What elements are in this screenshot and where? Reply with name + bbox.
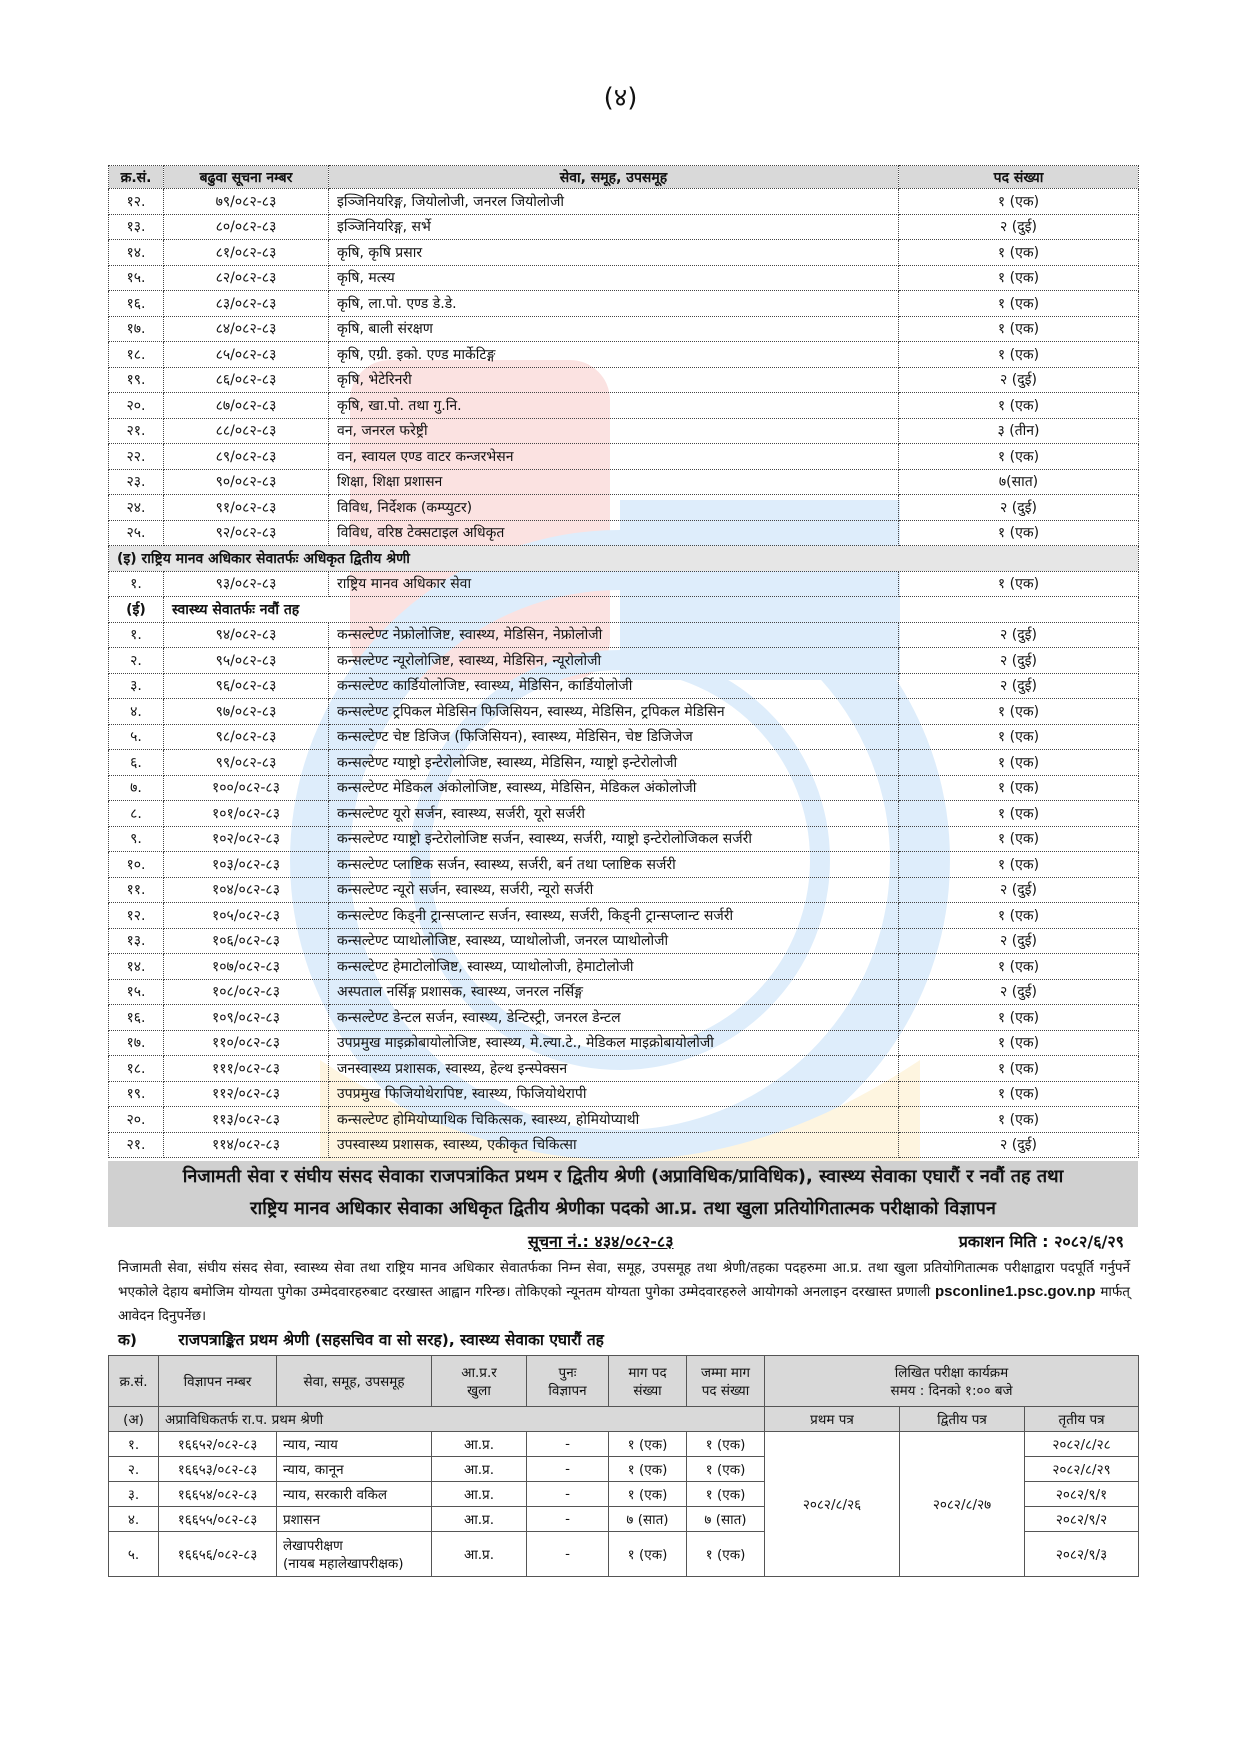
header-ap-open-2: खुला — [467, 1383, 491, 1399]
row-service: कन्सल्टेण्ट किड्नी ट्रान्सप्लान्ट सर्जन, स्वास्थ्य, सर्जरी, किड्नी ट्रान्सप्लान्ट सर्जरी — [329, 903, 899, 929]
row-adv-no: १६६५२/०८२-८३ — [159, 1432, 277, 1457]
row-service: कृषि, एग्री. इको. एण्ड मार्केटिङ्ग — [329, 342, 899, 368]
row-posts: २ (दुई) — [899, 673, 1139, 699]
row-notice-no: ९२/०८२-८३ — [164, 520, 329, 546]
row-posts: १ (एक) — [899, 954, 1139, 980]
row-sn: ११. — [109, 877, 164, 903]
row-notice-no: १०६/०८२-८३ — [164, 928, 329, 954]
table-row — [109, 877, 1139, 903]
table-row — [109, 265, 1139, 291]
exam-row — [109, 1432, 1139, 1457]
table-row — [109, 1030, 1139, 1056]
header-adv-no: विज्ञापन नम्बर — [159, 1356, 277, 1407]
header-service: सेवा, समूह, उपसमूह — [277, 1356, 432, 1407]
row-ap-open: आ.प्र. — [432, 1482, 527, 1507]
row-notice-no: ९६/०८२-८३ — [164, 673, 329, 699]
table-row — [109, 469, 1139, 495]
row-notice-no: ८०/०८२-८३ — [164, 214, 329, 240]
header-total — [687, 1356, 765, 1407]
row-demand: ७ (सात) — [609, 1507, 687, 1532]
row-sn: ४. — [109, 1507, 159, 1532]
section-ii-title: स्वास्थ्य सेवातर्फः नवौं तह — [164, 597, 1139, 623]
table-row — [109, 1005, 1139, 1031]
row-posts: ३ (तीन) — [899, 418, 1139, 444]
row-re-adv: - — [527, 1457, 609, 1482]
row-service-main: न्याय, कानून — [283, 1462, 344, 1478]
row-posts: २ (दुई) — [899, 622, 1139, 648]
row-notice-no: ९०/०८२-८३ — [164, 469, 329, 495]
row-sn: १६. — [109, 1005, 164, 1031]
exam-table-body — [109, 1407, 1139, 1577]
row-posts: २ (दुई) — [899, 979, 1139, 1005]
row-posts: १ (एक) — [899, 189, 1139, 215]
row-posts: १ (एक) — [899, 801, 1139, 827]
notice-paragraph — [118, 1256, 1130, 1328]
row-total: १ (एक) — [687, 1432, 765, 1457]
header-total-1: जम्मा माग — [700, 1365, 751, 1381]
row-sn: २४. — [109, 495, 164, 521]
row-service: कन्सल्टेण्ट डेन्टल सर्जन, स्वास्थ्य, डेन्टिस्ट्री, जनरल डेन्टल — [329, 1005, 899, 1031]
row-sn: ५. — [109, 1532, 159, 1577]
row-sn: १३. — [109, 928, 164, 954]
table-row — [109, 775, 1139, 801]
row-notice-no: ८६/०८२-८३ — [164, 367, 329, 393]
row-adv-no: १६६५६/०८२-८३ — [159, 1532, 277, 1577]
row-posts: २ (दुई) — [899, 877, 1139, 903]
row-service: कन्सल्टेण्ट हेमाटोलोजिष्ट, स्वास्थ्य, प्याथोलोजी, हेमाटोलोजी — [329, 954, 899, 980]
row-service: कन्सल्टेण्ट न्यूरोलोजिष्ट, स्वास्थ्य, मेडिसिन, न्यूरोलोजी — [329, 648, 899, 674]
section-k-label: क) — [118, 1331, 137, 1349]
header-demand-1: माग पद — [628, 1365, 667, 1381]
row-service: उपप्रमुख माइक्रोबायोलोजिष्ट, स्वास्थ्य, मे.ल्या.टे., मेडिकल माइक्रोबायोलोजी — [329, 1030, 899, 1056]
row-notice-no: १०४/०८२-८३ — [164, 877, 329, 903]
group-title: अप्राविधिकतर्फ रा.प. प्रथम श्रेणी — [159, 1407, 765, 1432]
row-ap-open: आ.प्र. — [432, 1507, 527, 1532]
row-notice-no: १००/०८२-८३ — [164, 775, 329, 801]
header-demand-2: संख्या — [633, 1383, 662, 1399]
section-ii — [109, 597, 1139, 623]
row-posts: ७(सात) — [899, 469, 1139, 495]
row-third-paper-date: २०८२/८/२८ — [1025, 1432, 1139, 1457]
table-row — [109, 750, 1139, 776]
row-posts: १ (एक) — [899, 342, 1139, 368]
row-service: कन्सल्टेण्ट यूरो सर्जन, स्वास्थ्य, सर्जरी, यूरो सर्जरी — [329, 801, 899, 827]
table-row — [109, 673, 1139, 699]
row-posts: १ (एक) — [899, 1030, 1139, 1056]
row-service-main: लेखापरीक्षण — [283, 1538, 343, 1554]
row-sn: ६. — [109, 750, 164, 776]
row-notice-no: १०१/०८२-८३ — [164, 801, 329, 827]
row-sn: १७. — [109, 316, 164, 342]
row-sn: ८. — [109, 801, 164, 827]
row-service — [277, 1507, 432, 1532]
row-notice-no: ८९/०८२-८३ — [164, 444, 329, 470]
table-row — [109, 1132, 1139, 1158]
row-notice-no: १०३/०८२-८३ — [164, 852, 329, 878]
row-re-adv: - — [527, 1432, 609, 1457]
row-posts: १ (एक) — [899, 1081, 1139, 1107]
row-notice-no: ८७/०८२-८३ — [164, 393, 329, 419]
table-row — [109, 291, 1139, 317]
row-notice-no: ११४/०८२-८३ — [164, 1132, 329, 1158]
row-service: कन्सल्टेण्ट ग्याष्ट्रो इन्टेरोलोजिष्ट सर्जन, स्वास्थ्य, सर्जरी, ग्याष्ट्रो इन्टेरोलोजिकल सर्जरी — [329, 826, 899, 852]
section-k-title: राजपत्राङ्कित प्रथम श्रेणी (सहसचिव वा सो सरह), स्वास्थ्य सेवाका एघारौं तह — [178, 1331, 604, 1349]
row-notice-no: १०८/०८२-८३ — [164, 979, 329, 1005]
table-body-ii — [109, 622, 1139, 1158]
table-row — [109, 418, 1139, 444]
row-notice-no: ९९/०८२-८३ — [164, 750, 329, 776]
table-row — [109, 393, 1139, 419]
row-service: कन्सल्टेण्ट नेफ्रोलोजिष्ट, स्वास्थ्य, मेडिसिन, नेफ्रोलोजी — [329, 622, 899, 648]
row-notice-no: ८३/०८२-८३ — [164, 291, 329, 317]
row-demand: १ (एक) — [609, 1482, 687, 1507]
row-notice-no: ८८/०८२-८३ — [164, 418, 329, 444]
table-header-row — [109, 166, 1139, 189]
row-service — [277, 1532, 432, 1577]
publish-date: प्रकाशन मिति : २०८२/६/२९ — [958, 1232, 1124, 1251]
row-posts: १ (एक) — [899, 826, 1139, 852]
row-posts: १ (एक) — [899, 265, 1139, 291]
table-row — [109, 648, 1139, 674]
promotion-table — [108, 165, 1139, 1158]
row-service: अस्पताल नर्सिङ्ग प्रशासक, स्वास्थ्य, जनरल नर्सिङ्ग — [329, 979, 899, 1005]
row-service: कृषि, कृषि प्रसार — [329, 240, 899, 266]
row-sn: १९. — [109, 367, 164, 393]
row-demand: १ (एक) — [609, 1532, 687, 1577]
notice-line — [108, 1230, 1138, 1254]
paper-header-second: द्वितीय पत्र — [900, 1407, 1025, 1432]
row-adv-no: १६६५३/०८२-८३ — [159, 1457, 277, 1482]
row-service: कन्सल्टेण्ट होमियोप्याथिक चिकित्सक, स्वास्थ्य, होमियोप्याथी — [329, 1107, 899, 1133]
row-service-sub: (नायब महालेखापरीक्षक) — [283, 1556, 404, 1572]
row-sn: १६. — [109, 291, 164, 317]
row-sn: १९. — [109, 1081, 164, 1107]
row-sn: ३. — [109, 1482, 159, 1507]
group-label: (अ) — [109, 1407, 159, 1432]
row-sn: ५. — [109, 724, 164, 750]
row-posts: १ (एक) — [899, 1005, 1139, 1031]
section-ii-label: (ई) — [109, 597, 164, 623]
row-notice-no: ९७/०८२-८३ — [164, 699, 329, 725]
row-notice-no: ९१/०८२-८३ — [164, 495, 329, 521]
row-notice-no: ११२/०८२-८३ — [164, 1081, 329, 1107]
row-sn: २. — [109, 648, 164, 674]
row-third-paper-date: २०८२/९/३ — [1025, 1532, 1139, 1577]
exam-header-row — [109, 1356, 1139, 1407]
row-notice-no: १०७/०८२-८३ — [164, 954, 329, 980]
row-service: कन्सल्टेण्ट मेडिकल अंकोलोजिष्ट, स्वास्थ्य, मेडिसिन, मेडिकल अंकोलोजी — [329, 775, 899, 801]
table-row — [109, 495, 1139, 521]
row-posts: १ (एक) — [899, 1056, 1139, 1082]
table-row — [109, 801, 1139, 827]
row-service: कृषि, बाली संरक्षण — [329, 316, 899, 342]
row-demand: १ (एक) — [609, 1432, 687, 1457]
table-row — [109, 342, 1139, 368]
row-service: विविध, वरिष्ठ टेक्सटाइल अधिकृत — [329, 520, 899, 546]
exam-table — [108, 1355, 1139, 1577]
row-notice-no: ८१/०८२-८३ — [164, 240, 329, 266]
row-re-adv: - — [527, 1507, 609, 1532]
header-re-adv-1: पुनः — [558, 1365, 577, 1381]
row-notice-no: ९५/०८२-८३ — [164, 648, 329, 674]
row-service: वन, स्वायल एण्ड वाटर कन्जरभेसन — [329, 444, 899, 470]
row-total: १ (एक) — [687, 1457, 765, 1482]
row-ap-open: आ.प्र. — [432, 1432, 527, 1457]
row-posts: १ (एक) — [899, 444, 1139, 470]
row-notice-no: ८५/०८२-८३ — [164, 342, 329, 368]
row-service — [277, 1432, 432, 1457]
row-service — [277, 1482, 432, 1507]
row-sn: १२. — [109, 903, 164, 929]
row-posts: २ (दुई) — [899, 214, 1139, 240]
row-service: कृषि, भेटेरिनरी — [329, 367, 899, 393]
row-service: उपस्वास्थ्य प्रशासक, स्वास्थ्य, एकीकृत चिकित्सा — [329, 1132, 899, 1158]
row-total: १ (एक) — [687, 1482, 765, 1507]
table-body-i — [109, 571, 1139, 597]
table-body-a — [109, 189, 1139, 546]
row-re-adv: - — [527, 1532, 609, 1577]
header-exam-2: समय : दिनको १:०० बजे — [890, 1383, 1013, 1399]
paragraph-text: निजामती सेवा, संघीय संसद सेवा, स्वास्थ्य सेवा तथा राष्ट्रिय मानव अधिकार सेवातर्फका निम्न सेवा, समूह, उपसमूह तथा श्रेणी/तहका पदहरुमा आ.प्र. तथा खुला प्रतियोगितात्मक परीक्षाद्वारा पदपूर्ति गर्नुपर्ने भएकोले देहाय बमोजिम योग्यता पुगेका उम्मेदवारहरुबाट दरखास्त आह्वान गरिन्छ। तोकिएको न्यूनतम योग्यता पुगेका उम्मेदवारहरुले आयोगको अनलाइन दरखास्त प्रणाली — [118, 1260, 1130, 1300]
row-sn: १३. — [109, 214, 164, 240]
header-sn: क्र.सं. — [109, 1356, 159, 1407]
table-row — [109, 826, 1139, 852]
row-posts: १ (एक) — [899, 291, 1139, 317]
table-row — [109, 1107, 1139, 1133]
row-ap-open: आ.प्र. — [432, 1457, 527, 1482]
row-notice-no: १११/०८२-८३ — [164, 1056, 329, 1082]
row-ap-open: आ.प्र. — [432, 1532, 527, 1577]
table-row — [109, 367, 1139, 393]
table-row — [109, 979, 1139, 1005]
row-service — [277, 1457, 432, 1482]
table-row — [109, 189, 1139, 215]
table-row — [109, 1056, 1139, 1082]
table-row — [109, 444, 1139, 470]
header-posts: पद संख्या — [899, 166, 1139, 189]
row-service: वन, जनरल फरेष्ट्री — [329, 418, 899, 444]
page-number: (४) — [603, 83, 638, 113]
table-row — [109, 928, 1139, 954]
row-posts: २ (दुई) — [899, 367, 1139, 393]
row-total: ७ (सात) — [687, 1507, 765, 1532]
section-row — [109, 597, 1139, 623]
row-service: कन्सल्टेण्ट कार्डियोलोजिष्ट, स्वास्थ्य, मेडिसिन, कार्डियोलोजी — [329, 673, 899, 699]
row-service: उपप्रमुख फिजियोथेरापिष्ट, स्वास्थ्य, फिजियोथेरापी — [329, 1081, 899, 1107]
row-sn: १. — [109, 571, 164, 597]
row-service: कृषि, मत्स्य — [329, 265, 899, 291]
row-service: कन्सल्टेण्ट प्याथोलोजिष्ट, स्वास्थ्य, प्याथोलोजी, जनरल प्याथोलोजी — [329, 928, 899, 954]
row-sn: ७. — [109, 775, 164, 801]
header-total-2: पद संख्या — [701, 1383, 750, 1399]
group-row — [109, 1407, 1139, 1432]
header-ap-open — [432, 1356, 527, 1407]
table-row — [109, 316, 1139, 342]
header-demand — [609, 1356, 687, 1407]
row-sn: १. — [109, 622, 164, 648]
paper-header-third: तृतीय पत्र — [1025, 1407, 1139, 1432]
row-notice-no: ११३/०८२-८३ — [164, 1107, 329, 1133]
row-notice-no: ९४/०८२-८३ — [164, 622, 329, 648]
header-ap-open-1: आ.प्र.र — [461, 1365, 497, 1381]
row-posts: १ (एक) — [899, 699, 1139, 725]
row-sn: २. — [109, 1457, 159, 1482]
table-row — [109, 520, 1139, 546]
paper-header-first: प्रथम पत्र — [765, 1407, 900, 1432]
row-service: कन्सल्टेण्ट प्लाष्टिक सर्जन, स्वास्थ्य, सर्जरी, बर्न तथा प्लाष्टिक सर्जरी — [329, 852, 899, 878]
table-row — [109, 214, 1139, 240]
table-row — [109, 852, 1139, 878]
row-notice-no: १०५/०८२-८३ — [164, 903, 329, 929]
banner-line-1: निजामती सेवा र संघीय संसद सेवाका राजपत्रांकित प्रथम र द्वितीय श्रेणी (अप्राविधिक/प्राविधिक), स्वास्थ्य सेवाका एघारौं र नवौं तह तथा — [182, 1166, 1064, 1187]
row-service: कन्सल्टेण्ट चेष्ट डिजिज (फिजिसियन), स्वास्थ्य, मेडिसिन, चेष्ट डिजिजेज — [329, 724, 899, 750]
row-service: कृषि, ला.पो. एण्ड डे.डे. — [329, 291, 899, 317]
row-sn: २०. — [109, 393, 164, 419]
row-posts: २ (दुई) — [899, 928, 1139, 954]
row-posts: १ (एक) — [899, 852, 1139, 878]
row-sn: १४. — [109, 240, 164, 266]
row-notice-no: ९८/०८२-८३ — [164, 724, 329, 750]
row-total: १ (एक) — [687, 1532, 765, 1577]
row-sn: १८. — [109, 342, 164, 368]
row-service: कृषि, खा.पो. तथा गु.नि. — [329, 393, 899, 419]
table-row — [109, 571, 1139, 597]
row-posts: २ (दुई) — [899, 495, 1139, 521]
row-service: इञ्जिनियरिङ्ग, जियोलोजी, जनरल जियोलोजी — [329, 189, 899, 215]
row-re-adv: - — [527, 1482, 609, 1507]
section-i-title: (इ) राष्ट्रिय मानव अधिकार सेवातर्फः अधिकृत द्वितीय श्रेणी — [109, 546, 1139, 572]
row-posts: १ (एक) — [899, 750, 1139, 776]
row-sn: २२. — [109, 444, 164, 470]
row-third-paper-date: २०८२/९/२ — [1025, 1507, 1139, 1532]
row-service: कन्सल्टेण्ट ग्याष्ट्रो इन्टेरोलोजिष्ट, स्वास्थ्य, मेडिसिन, ग्याष्ट्रो इन्टेरोलोजी — [329, 750, 899, 776]
row-adv-no: १६६५४/०८२-८३ — [159, 1482, 277, 1507]
first-paper-date: २०८२/८/२६ — [765, 1432, 900, 1577]
row-notice-no: ८४/०८२-८३ — [164, 316, 329, 342]
row-third-paper-date: २०८२/९/१ — [1025, 1482, 1139, 1507]
table-row — [109, 622, 1139, 648]
row-sn: २५. — [109, 520, 164, 546]
table-row — [109, 699, 1139, 725]
row-demand: १ (एक) — [609, 1457, 687, 1482]
row-sn: ४. — [109, 699, 164, 725]
second-paper-date: २०८२/८/२७ — [900, 1432, 1025, 1577]
row-service-main: न्याय, सरकारी वकिल — [283, 1487, 388, 1503]
section-row — [109, 546, 1139, 572]
row-sn: २०. — [109, 1107, 164, 1133]
notice-number: सूचना नं.: ४३४/०८२-८३ — [528, 1232, 674, 1251]
header-re-adv — [527, 1356, 609, 1407]
row-posts: १ (एक) — [899, 393, 1139, 419]
advertisement-banner — [108, 1161, 1138, 1227]
row-service: राष्ट्रिय मानव अधिकार सेवा — [329, 571, 899, 597]
row-service-main: न्याय, न्याय — [283, 1437, 338, 1453]
row-sn: १. — [109, 1432, 159, 1457]
banner-line-2: राष्ट्रिय मानव अधिकार सेवाका अधिकृत द्वितीय श्रेणीका पदको आ.प्र. तथा खुला प्रतियोगितात्मक परीक्षाको विज्ञापन — [250, 1198, 996, 1219]
row-sn: २१. — [109, 1132, 164, 1158]
row-service: विविध, निर्देशक (कम्प्युटर) — [329, 495, 899, 521]
row-service: शिक्षा, शिक्षा प्रशासन — [329, 469, 899, 495]
row-sn: १५. — [109, 265, 164, 291]
header-exam-schedule — [765, 1356, 1139, 1407]
row-service: इञ्जिनियरिङ्ग, सर्भे — [329, 214, 899, 240]
header-notice-no: बढुवा सूचना नम्बर — [164, 166, 329, 189]
row-service: कन्सल्टेण्ट न्यूरो सर्जन, स्वास्थ्य, सर्जरी, न्यूरो सर्जरी — [329, 877, 899, 903]
row-sn: ९. — [109, 826, 164, 852]
row-sn: २१. — [109, 418, 164, 444]
row-sn: १४. — [109, 954, 164, 980]
header-re-adv-2: विज्ञापन — [548, 1383, 587, 1399]
header-service: सेवा, समूह, उपसमूह — [329, 166, 899, 189]
row-notice-no: १०२/०८२-८३ — [164, 826, 329, 852]
table-row — [109, 954, 1139, 980]
row-sn: १२. — [109, 189, 164, 215]
row-adv-no: १६६५५/०८२-८३ — [159, 1507, 277, 1532]
section-i — [109, 546, 1139, 572]
row-sn: १८. — [109, 1056, 164, 1082]
row-notice-no: ११०/०८२-८३ — [164, 1030, 329, 1056]
row-posts: २ (दुई) — [899, 648, 1139, 674]
table-row — [109, 240, 1139, 266]
row-notice-no: ९३/०८२-८३ — [164, 571, 329, 597]
row-notice-no: १०९/०८२-८३ — [164, 1005, 329, 1031]
row-posts: १ (एक) — [899, 316, 1139, 342]
row-posts: १ (एक) — [899, 1107, 1139, 1133]
row-posts: २ (दुई) — [899, 1132, 1139, 1158]
row-sn: २३. — [109, 469, 164, 495]
row-service: जनस्वास्थ्य प्रशासक, स्वास्थ्य, हेल्थ इन्स्पेक्सन — [329, 1056, 899, 1082]
header-sn: क्र.सं. — [109, 166, 164, 189]
table-row — [109, 903, 1139, 929]
row-sn: १५. — [109, 979, 164, 1005]
table-row — [109, 1081, 1139, 1107]
row-third-paper-date: २०८२/८/२९ — [1025, 1457, 1139, 1482]
row-sn: १७. — [109, 1030, 164, 1056]
row-posts: १ (एक) — [899, 240, 1139, 266]
row-posts: १ (एक) — [899, 724, 1139, 750]
row-service: कन्सल्टेण्ट ट्रपिकल मेडिसिन फिजिसियन, स्वास्थ्य, मेडिसिन, ट्रपिकल मेडिसिन — [329, 699, 899, 725]
row-sn: ३. — [109, 673, 164, 699]
row-posts: १ (एक) — [899, 571, 1139, 597]
row-notice-no: ८२/०८२-८३ — [164, 265, 329, 291]
row-sn: १०. — [109, 852, 164, 878]
row-posts: १ (एक) — [899, 775, 1139, 801]
row-service-main: प्रशासन — [283, 1512, 320, 1528]
paragraph-end: मार्फत् आवेदन दिनुपर्नेछ। — [118, 1284, 1130, 1324]
row-posts: १ (एक) — [899, 903, 1139, 929]
row-posts: १ (एक) — [899, 520, 1139, 546]
table-row — [109, 724, 1139, 750]
row-notice-no: ७९/०८२-८३ — [164, 189, 329, 215]
header-exam-1: लिखित परीक्षा कार्यक्रम — [894, 1365, 1009, 1381]
section-k-heading — [118, 1328, 604, 1350]
online-portal-link[interactable]: psconline1.psc.gov.np — [934, 1283, 1096, 1300]
